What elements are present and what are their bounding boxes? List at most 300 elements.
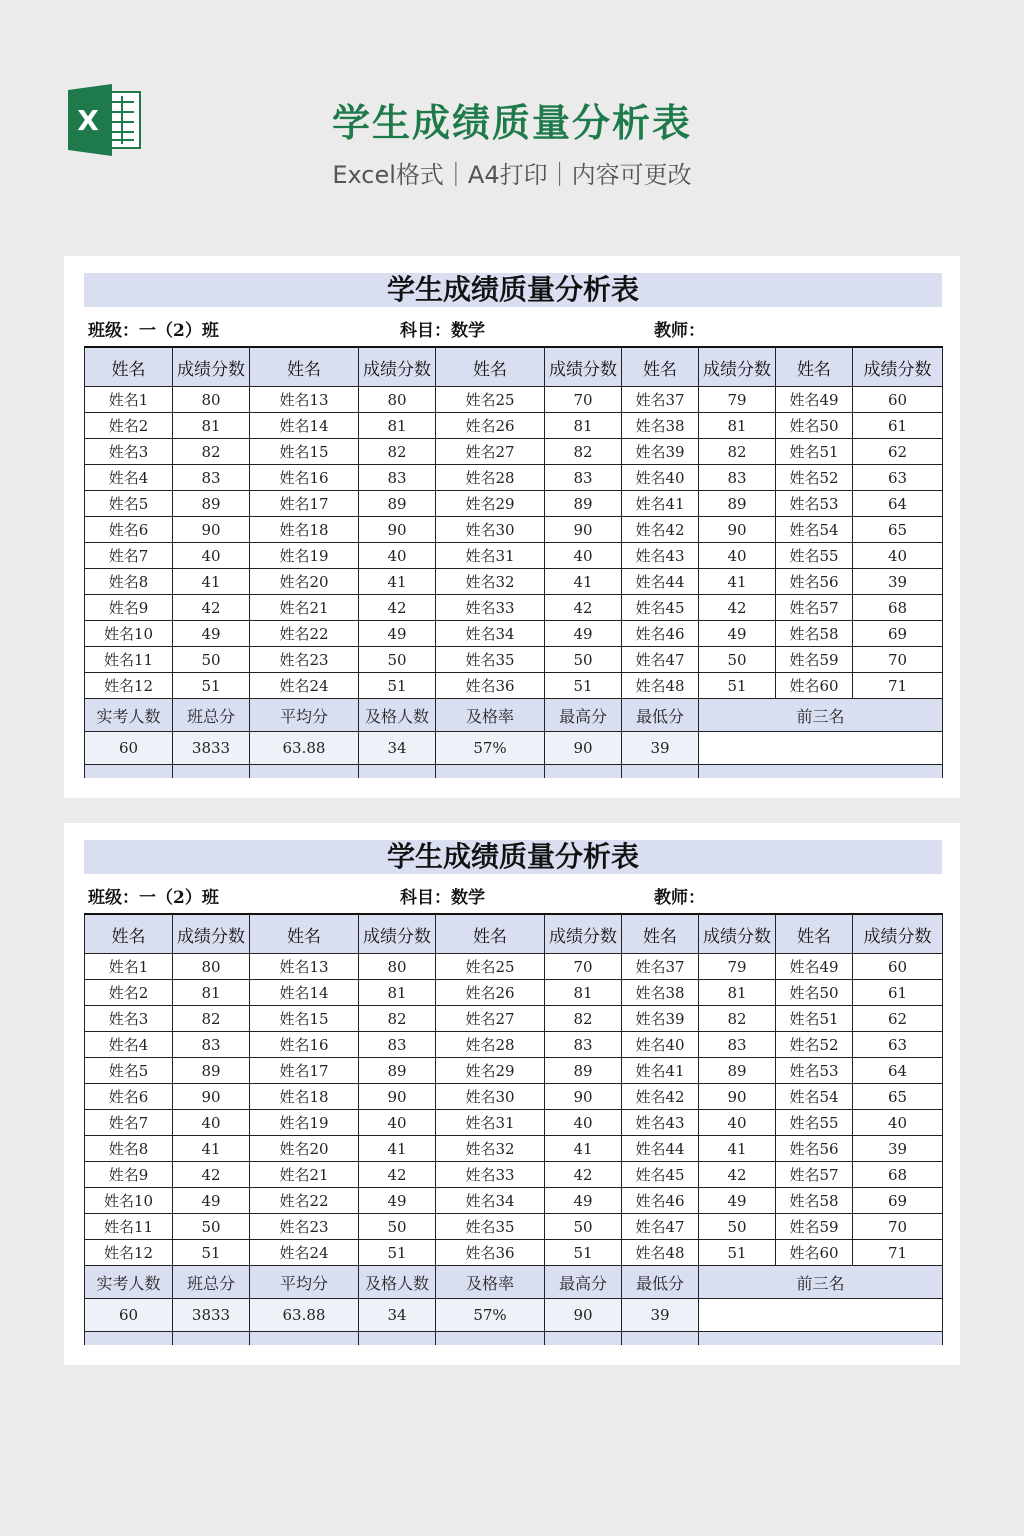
student-name-cell[interactable]: 姓名53 [776, 491, 853, 517]
student-name-cell[interactable]: 姓名46 [622, 1188, 699, 1214]
score-cell[interactable]: 60 [853, 954, 943, 980]
student-name-cell[interactable]: 姓名6 [85, 1084, 173, 1110]
score-cell[interactable]: 82 [699, 1006, 776, 1032]
score-cell[interactable]: 69 [853, 1188, 943, 1214]
cut-off-cell[interactable] [436, 1332, 545, 1346]
cut-off-cell[interactable] [699, 765, 943, 779]
column-header[interactable]: 姓名 [436, 914, 545, 954]
score-cell[interactable]: 79 [699, 954, 776, 980]
score-cell[interactable]: 49 [545, 1188, 622, 1214]
stat-header[interactable]: 前三名 [699, 1266, 943, 1299]
score-cell[interactable]: 81 [545, 413, 622, 439]
student-name-cell[interactable]: 姓名36 [436, 673, 545, 699]
stat-header[interactable]: 及格人数 [359, 699, 436, 732]
cut-off-cell[interactable] [250, 1332, 359, 1346]
student-name-cell[interactable]: 姓名48 [622, 1240, 699, 1266]
score-cell[interactable]: 83 [699, 465, 776, 491]
student-name-cell[interactable]: 姓名54 [776, 1084, 853, 1110]
column-header[interactable]: 成绩分数 [853, 347, 943, 387]
score-cell[interactable]: 41 [545, 1136, 622, 1162]
cut-off-cell[interactable] [173, 765, 250, 779]
cut-off-cell[interactable] [622, 765, 699, 779]
student-name-cell[interactable]: 姓名40 [622, 465, 699, 491]
score-cell[interactable]: 90 [173, 517, 250, 543]
student-name-cell[interactable]: 姓名46 [622, 621, 699, 647]
student-name-cell[interactable]: 姓名59 [776, 647, 853, 673]
student-name-cell[interactable]: 姓名33 [436, 595, 545, 621]
stat-value[interactable]: 60 [85, 732, 173, 765]
score-cell[interactable]: 40 [359, 1110, 436, 1136]
student-name-cell[interactable]: 姓名33 [436, 1162, 545, 1188]
score-cell[interactable]: 42 [699, 595, 776, 621]
score-cell[interactable]: 83 [359, 1032, 436, 1058]
student-name-cell[interactable]: 姓名6 [85, 517, 173, 543]
student-name-cell[interactable]: 姓名24 [250, 1240, 359, 1266]
column-header[interactable]: 姓名 [250, 914, 359, 954]
stat-value[interactable]: 63.88 [250, 1299, 359, 1332]
score-cell[interactable]: 89 [173, 1058, 250, 1084]
score-cell[interactable]: 83 [359, 465, 436, 491]
student-name-cell[interactable]: 姓名45 [622, 1162, 699, 1188]
student-name-cell[interactable]: 姓名7 [85, 1110, 173, 1136]
student-name-cell[interactable]: 姓名3 [85, 439, 173, 465]
stat-header[interactable]: 及格人数 [359, 1266, 436, 1299]
score-cell[interactable]: 40 [173, 1110, 250, 1136]
score-cell[interactable]: 41 [359, 1136, 436, 1162]
score-cell[interactable]: 90 [173, 1084, 250, 1110]
score-cell[interactable]: 90 [699, 517, 776, 543]
column-header[interactable]: 姓名 [776, 914, 853, 954]
student-name-cell[interactable]: 姓名10 [85, 1188, 173, 1214]
score-cell[interactable]: 49 [359, 1188, 436, 1214]
student-name-cell[interactable]: 姓名50 [776, 413, 853, 439]
cut-off-cell[interactable] [545, 765, 622, 779]
score-cell[interactable]: 39 [853, 569, 943, 595]
stat-header[interactable]: 实考人数 [85, 1266, 173, 1299]
stat-value[interactable]: 90 [545, 1299, 622, 1332]
student-name-cell[interactable]: 姓名26 [436, 413, 545, 439]
student-name-cell[interactable]: 姓名7 [85, 543, 173, 569]
score-cell[interactable]: 40 [699, 1110, 776, 1136]
score-cell[interactable]: 40 [545, 543, 622, 569]
stat-value[interactable]: 34 [359, 1299, 436, 1332]
score-cell[interactable]: 68 [853, 595, 943, 621]
stat-header[interactable]: 班总分 [173, 699, 250, 732]
score-cell[interactable]: 83 [699, 1032, 776, 1058]
score-cell[interactable]: 42 [173, 595, 250, 621]
stat-value[interactable]: 90 [545, 732, 622, 765]
stat-header[interactable]: 班总分 [173, 1266, 250, 1299]
student-name-cell[interactable]: 姓名57 [776, 1162, 853, 1188]
student-name-cell[interactable]: 姓名47 [622, 1214, 699, 1240]
cut-off-cell[interactable] [545, 1332, 622, 1346]
student-name-cell[interactable]: 姓名31 [436, 1110, 545, 1136]
student-name-cell[interactable]: 姓名22 [250, 1188, 359, 1214]
score-cell[interactable]: 50 [173, 1214, 250, 1240]
student-name-cell[interactable]: 姓名21 [250, 595, 359, 621]
score-cell[interactable]: 50 [545, 647, 622, 673]
student-name-cell[interactable]: 姓名5 [85, 1058, 173, 1084]
score-cell[interactable]: 80 [173, 387, 250, 413]
student-name-cell[interactable]: 姓名39 [622, 1006, 699, 1032]
score-cell[interactable]: 62 [853, 439, 943, 465]
student-name-cell[interactable]: 姓名15 [250, 439, 359, 465]
score-cell[interactable]: 90 [545, 1084, 622, 1110]
score-cell[interactable]: 71 [853, 673, 943, 699]
student-name-cell[interactable]: 姓名25 [436, 954, 545, 980]
student-name-cell[interactable]: 姓名27 [436, 1006, 545, 1032]
student-name-cell[interactable]: 姓名19 [250, 1110, 359, 1136]
score-cell[interactable]: 82 [173, 439, 250, 465]
score-cell[interactable]: 49 [359, 621, 436, 647]
student-name-cell[interactable]: 姓名52 [776, 1032, 853, 1058]
student-name-cell[interactable]: 姓名31 [436, 543, 545, 569]
stat-value[interactable]: 39 [622, 1299, 699, 1332]
cut-off-cell[interactable] [622, 1332, 699, 1346]
student-name-cell[interactable]: 姓名55 [776, 543, 853, 569]
score-cell[interactable]: 42 [545, 595, 622, 621]
stat-header[interactable]: 最低分 [622, 699, 699, 732]
student-name-cell[interactable]: 姓名18 [250, 1084, 359, 1110]
student-name-cell[interactable]: 姓名43 [622, 543, 699, 569]
student-name-cell[interactable]: 姓名11 [85, 1214, 173, 1240]
student-name-cell[interactable]: 姓名4 [85, 1032, 173, 1058]
score-cell[interactable]: 51 [359, 673, 436, 699]
student-name-cell[interactable]: 姓名1 [85, 387, 173, 413]
student-name-cell[interactable]: 姓名14 [250, 413, 359, 439]
student-name-cell[interactable]: 姓名14 [250, 980, 359, 1006]
cut-off-cell[interactable] [359, 765, 436, 779]
score-cell[interactable]: 89 [173, 491, 250, 517]
student-name-cell[interactable]: 姓名12 [85, 1240, 173, 1266]
stat-header[interactable]: 平均分 [250, 1266, 359, 1299]
student-name-cell[interactable]: 姓名17 [250, 1058, 359, 1084]
score-cell[interactable]: 42 [359, 595, 436, 621]
student-name-cell[interactable]: 姓名5 [85, 491, 173, 517]
student-name-cell[interactable]: 姓名38 [622, 980, 699, 1006]
student-name-cell[interactable]: 姓名19 [250, 543, 359, 569]
student-name-cell[interactable]: 姓名42 [622, 1084, 699, 1110]
score-cell[interactable]: 83 [545, 1032, 622, 1058]
score-cell[interactable]: 51 [173, 1240, 250, 1266]
student-name-cell[interactable]: 姓名50 [776, 980, 853, 1006]
score-cell[interactable]: 82 [359, 439, 436, 465]
score-cell[interactable]: 60 [853, 387, 943, 413]
student-name-cell[interactable]: 姓名44 [622, 569, 699, 595]
student-name-cell[interactable]: 姓名13 [250, 387, 359, 413]
student-name-cell[interactable]: 姓名20 [250, 1136, 359, 1162]
score-cell[interactable]: 51 [699, 1240, 776, 1266]
stat-value[interactable] [699, 1299, 943, 1332]
cut-off-cell[interactable] [85, 1332, 173, 1346]
column-header[interactable]: 姓名 [250, 347, 359, 387]
score-cell[interactable]: 83 [173, 465, 250, 491]
student-name-cell[interactable]: 姓名13 [250, 954, 359, 980]
student-name-cell[interactable]: 姓名37 [622, 954, 699, 980]
student-name-cell[interactable]: 姓名48 [622, 673, 699, 699]
score-cell[interactable]: 51 [699, 673, 776, 699]
stat-header[interactable]: 平均分 [250, 699, 359, 732]
student-name-cell[interactable]: 姓名55 [776, 1110, 853, 1136]
cut-off-cell[interactable] [359, 1332, 436, 1346]
student-name-cell[interactable]: 姓名60 [776, 673, 853, 699]
score-cell[interactable]: 70 [545, 954, 622, 980]
student-name-cell[interactable]: 姓名30 [436, 1084, 545, 1110]
grade-table-viewport[interactable] [84, 913, 944, 1345]
student-name-cell[interactable]: 姓名32 [436, 1136, 545, 1162]
stat-value[interactable]: 34 [359, 732, 436, 765]
student-name-cell[interactable]: 姓名16 [250, 1032, 359, 1058]
score-cell[interactable]: 80 [173, 954, 250, 980]
score-cell[interactable]: 81 [699, 413, 776, 439]
score-cell[interactable]: 83 [545, 465, 622, 491]
student-name-cell[interactable]: 姓名39 [622, 439, 699, 465]
score-cell[interactable]: 41 [359, 569, 436, 595]
score-cell[interactable]: 70 [853, 647, 943, 673]
student-name-cell[interactable]: 姓名28 [436, 465, 545, 491]
score-cell[interactable]: 70 [853, 1214, 943, 1240]
score-cell[interactable]: 50 [699, 1214, 776, 1240]
cut-off-cell[interactable] [250, 765, 359, 779]
score-cell[interactable]: 63 [853, 465, 943, 491]
score-cell[interactable]: 90 [545, 517, 622, 543]
student-name-cell[interactable]: 姓名51 [776, 439, 853, 465]
score-cell[interactable]: 82 [545, 439, 622, 465]
score-cell[interactable]: 80 [359, 387, 436, 413]
stat-header[interactable]: 实考人数 [85, 699, 173, 732]
column-header[interactable]: 姓名 [85, 914, 173, 954]
score-cell[interactable]: 90 [359, 1084, 436, 1110]
student-name-cell[interactable]: 姓名35 [436, 647, 545, 673]
student-name-cell[interactable]: 姓名27 [436, 439, 545, 465]
stat-value[interactable] [699, 732, 943, 765]
student-name-cell[interactable]: 姓名9 [85, 1162, 173, 1188]
student-name-cell[interactable]: 姓名52 [776, 465, 853, 491]
column-header[interactable]: 姓名 [622, 347, 699, 387]
score-cell[interactable]: 50 [699, 647, 776, 673]
student-name-cell[interactable]: 姓名9 [85, 595, 173, 621]
score-cell[interactable]: 40 [545, 1110, 622, 1136]
student-name-cell[interactable]: 姓名25 [436, 387, 545, 413]
student-name-cell[interactable]: 姓名1 [85, 954, 173, 980]
student-name-cell[interactable]: 姓名28 [436, 1032, 545, 1058]
student-name-cell[interactable]: 姓名11 [85, 647, 173, 673]
student-name-cell[interactable]: 姓名49 [776, 387, 853, 413]
stat-value[interactable]: 3833 [173, 732, 250, 765]
student-name-cell[interactable]: 姓名35 [436, 1214, 545, 1240]
column-header[interactable]: 姓名 [776, 347, 853, 387]
student-name-cell[interactable]: 姓名54 [776, 517, 853, 543]
student-name-cell[interactable]: 姓名16 [250, 465, 359, 491]
score-cell[interactable]: 61 [853, 980, 943, 1006]
score-cell[interactable]: 82 [173, 1006, 250, 1032]
student-name-cell[interactable]: 姓名53 [776, 1058, 853, 1084]
stat-header[interactable]: 及格率 [436, 1266, 545, 1299]
score-cell[interactable]: 39 [853, 1136, 943, 1162]
score-cell[interactable]: 90 [699, 1084, 776, 1110]
score-cell[interactable]: 50 [359, 1214, 436, 1240]
column-header[interactable]: 姓名 [85, 347, 173, 387]
cut-off-cell[interactable] [699, 1332, 943, 1346]
score-cell[interactable]: 89 [545, 491, 622, 517]
student-name-cell[interactable]: 姓名17 [250, 491, 359, 517]
student-name-cell[interactable]: 姓名2 [85, 413, 173, 439]
column-header[interactable]: 成绩分数 [699, 347, 776, 387]
score-cell[interactable]: 40 [699, 543, 776, 569]
score-cell[interactable]: 41 [699, 569, 776, 595]
student-name-cell[interactable]: 姓名56 [776, 569, 853, 595]
stat-value[interactable]: 57% [436, 1299, 545, 1332]
student-name-cell[interactable]: 姓名21 [250, 1162, 359, 1188]
student-name-cell[interactable]: 姓名26 [436, 980, 545, 1006]
student-name-cell[interactable]: 姓名23 [250, 647, 359, 673]
student-name-cell[interactable]: 姓名58 [776, 621, 853, 647]
student-name-cell[interactable]: 姓名56 [776, 1136, 853, 1162]
score-cell[interactable]: 81 [699, 980, 776, 1006]
score-cell[interactable]: 81 [359, 413, 436, 439]
stat-value[interactable]: 57% [436, 732, 545, 765]
score-cell[interactable]: 49 [699, 1188, 776, 1214]
column-header[interactable]: 成绩分数 [853, 914, 943, 954]
score-cell[interactable]: 89 [699, 1058, 776, 1084]
student-name-cell[interactable]: 姓名51 [776, 1006, 853, 1032]
student-name-cell[interactable]: 姓名12 [85, 673, 173, 699]
student-name-cell[interactable]: 姓名57 [776, 595, 853, 621]
score-cell[interactable]: 71 [853, 1240, 943, 1266]
stat-header[interactable]: 及格率 [436, 699, 545, 732]
student-name-cell[interactable]: 姓名41 [622, 491, 699, 517]
stat-value[interactable]: 39 [622, 732, 699, 765]
score-cell[interactable]: 79 [699, 387, 776, 413]
score-cell[interactable]: 82 [699, 439, 776, 465]
student-name-cell[interactable]: 姓名38 [622, 413, 699, 439]
stat-header[interactable]: 前三名 [699, 699, 943, 732]
student-name-cell[interactable]: 姓名45 [622, 595, 699, 621]
score-cell[interactable]: 63 [853, 1032, 943, 1058]
student-name-cell[interactable]: 姓名20 [250, 569, 359, 595]
stat-value[interactable]: 63.88 [250, 732, 359, 765]
column-header[interactable]: 成绩分数 [173, 347, 250, 387]
score-cell[interactable]: 90 [359, 517, 436, 543]
student-name-cell[interactable]: 姓名24 [250, 673, 359, 699]
score-cell[interactable]: 50 [545, 1214, 622, 1240]
stat-value[interactable]: 60 [85, 1299, 173, 1332]
student-name-cell[interactable]: 姓名29 [436, 1058, 545, 1084]
score-cell[interactable]: 89 [359, 1058, 436, 1084]
column-header[interactable]: 姓名 [436, 347, 545, 387]
score-cell[interactable]: 50 [173, 647, 250, 673]
student-name-cell[interactable]: 姓名42 [622, 517, 699, 543]
student-name-cell[interactable]: 姓名49 [776, 954, 853, 980]
score-cell[interactable]: 61 [853, 413, 943, 439]
score-cell[interactable]: 89 [359, 491, 436, 517]
score-cell[interactable]: 81 [545, 980, 622, 1006]
score-cell[interactable]: 51 [173, 673, 250, 699]
score-cell[interactable]: 51 [545, 673, 622, 699]
score-cell[interactable]: 49 [545, 621, 622, 647]
student-name-cell[interactable]: 姓名44 [622, 1136, 699, 1162]
score-cell[interactable]: 65 [853, 517, 943, 543]
score-cell[interactable]: 64 [853, 1058, 943, 1084]
column-header[interactable]: 成绩分数 [359, 914, 436, 954]
column-header[interactable]: 成绩分数 [699, 914, 776, 954]
score-cell[interactable]: 41 [173, 569, 250, 595]
column-header[interactable]: 成绩分数 [173, 914, 250, 954]
score-cell[interactable]: 41 [545, 569, 622, 595]
student-name-cell[interactable]: 姓名40 [622, 1032, 699, 1058]
score-cell[interactable]: 51 [545, 1240, 622, 1266]
student-name-cell[interactable]: 姓名2 [85, 980, 173, 1006]
score-cell[interactable]: 40 [173, 543, 250, 569]
student-name-cell[interactable]: 姓名41 [622, 1058, 699, 1084]
student-name-cell[interactable]: 姓名37 [622, 387, 699, 413]
student-name-cell[interactable]: 姓名60 [776, 1240, 853, 1266]
score-cell[interactable]: 81 [359, 980, 436, 1006]
score-cell[interactable]: 42 [359, 1162, 436, 1188]
score-cell[interactable]: 49 [173, 621, 250, 647]
score-cell[interactable]: 81 [173, 980, 250, 1006]
student-name-cell[interactable]: 姓名47 [622, 647, 699, 673]
column-header[interactable]: 成绩分数 [359, 347, 436, 387]
score-cell[interactable]: 62 [853, 1006, 943, 1032]
grade-table-viewport[interactable] [84, 346, 944, 778]
column-header[interactable]: 成绩分数 [545, 347, 622, 387]
student-name-cell[interactable]: 姓名36 [436, 1240, 545, 1266]
student-name-cell[interactable]: 姓名43 [622, 1110, 699, 1136]
score-cell[interactable]: 69 [853, 621, 943, 647]
score-cell[interactable]: 64 [853, 491, 943, 517]
student-name-cell[interactable]: 姓名3 [85, 1006, 173, 1032]
column-header[interactable]: 姓名 [622, 914, 699, 954]
score-cell[interactable]: 82 [545, 1006, 622, 1032]
student-name-cell[interactable]: 姓名23 [250, 1214, 359, 1240]
score-cell[interactable]: 40 [853, 1110, 943, 1136]
score-cell[interactable]: 68 [853, 1162, 943, 1188]
stat-header[interactable]: 最高分 [545, 699, 622, 732]
stat-header[interactable]: 最低分 [622, 1266, 699, 1299]
student-name-cell[interactable]: 姓名22 [250, 621, 359, 647]
score-cell[interactable]: 80 [359, 954, 436, 980]
score-cell[interactable]: 42 [699, 1162, 776, 1188]
student-name-cell[interactable]: 姓名15 [250, 1006, 359, 1032]
cut-off-cell[interactable] [436, 765, 545, 779]
score-cell[interactable]: 70 [545, 387, 622, 413]
score-cell[interactable]: 89 [699, 491, 776, 517]
cut-off-cell[interactable] [85, 765, 173, 779]
student-name-cell[interactable]: 姓名10 [85, 621, 173, 647]
student-name-cell[interactable]: 姓名34 [436, 621, 545, 647]
score-cell[interactable]: 89 [545, 1058, 622, 1084]
score-cell[interactable]: 83 [173, 1032, 250, 1058]
score-cell[interactable]: 41 [173, 1136, 250, 1162]
student-name-cell[interactable]: 姓名59 [776, 1214, 853, 1240]
student-name-cell[interactable]: 姓名58 [776, 1188, 853, 1214]
student-name-cell[interactable]: 姓名29 [436, 491, 545, 517]
score-cell[interactable]: 51 [359, 1240, 436, 1266]
student-name-cell[interactable]: 姓名34 [436, 1188, 545, 1214]
score-cell[interactable]: 42 [545, 1162, 622, 1188]
student-name-cell[interactable]: 姓名18 [250, 517, 359, 543]
stat-header[interactable]: 最高分 [545, 1266, 622, 1299]
score-cell[interactable]: 49 [699, 621, 776, 647]
score-cell[interactable]: 82 [359, 1006, 436, 1032]
cut-off-cell[interactable] [173, 1332, 250, 1346]
score-cell[interactable]: 65 [853, 1084, 943, 1110]
stat-value[interactable]: 3833 [173, 1299, 250, 1332]
score-cell[interactable]: 81 [173, 413, 250, 439]
student-name-cell[interactable]: 姓名8 [85, 1136, 173, 1162]
score-cell[interactable]: 49 [173, 1188, 250, 1214]
